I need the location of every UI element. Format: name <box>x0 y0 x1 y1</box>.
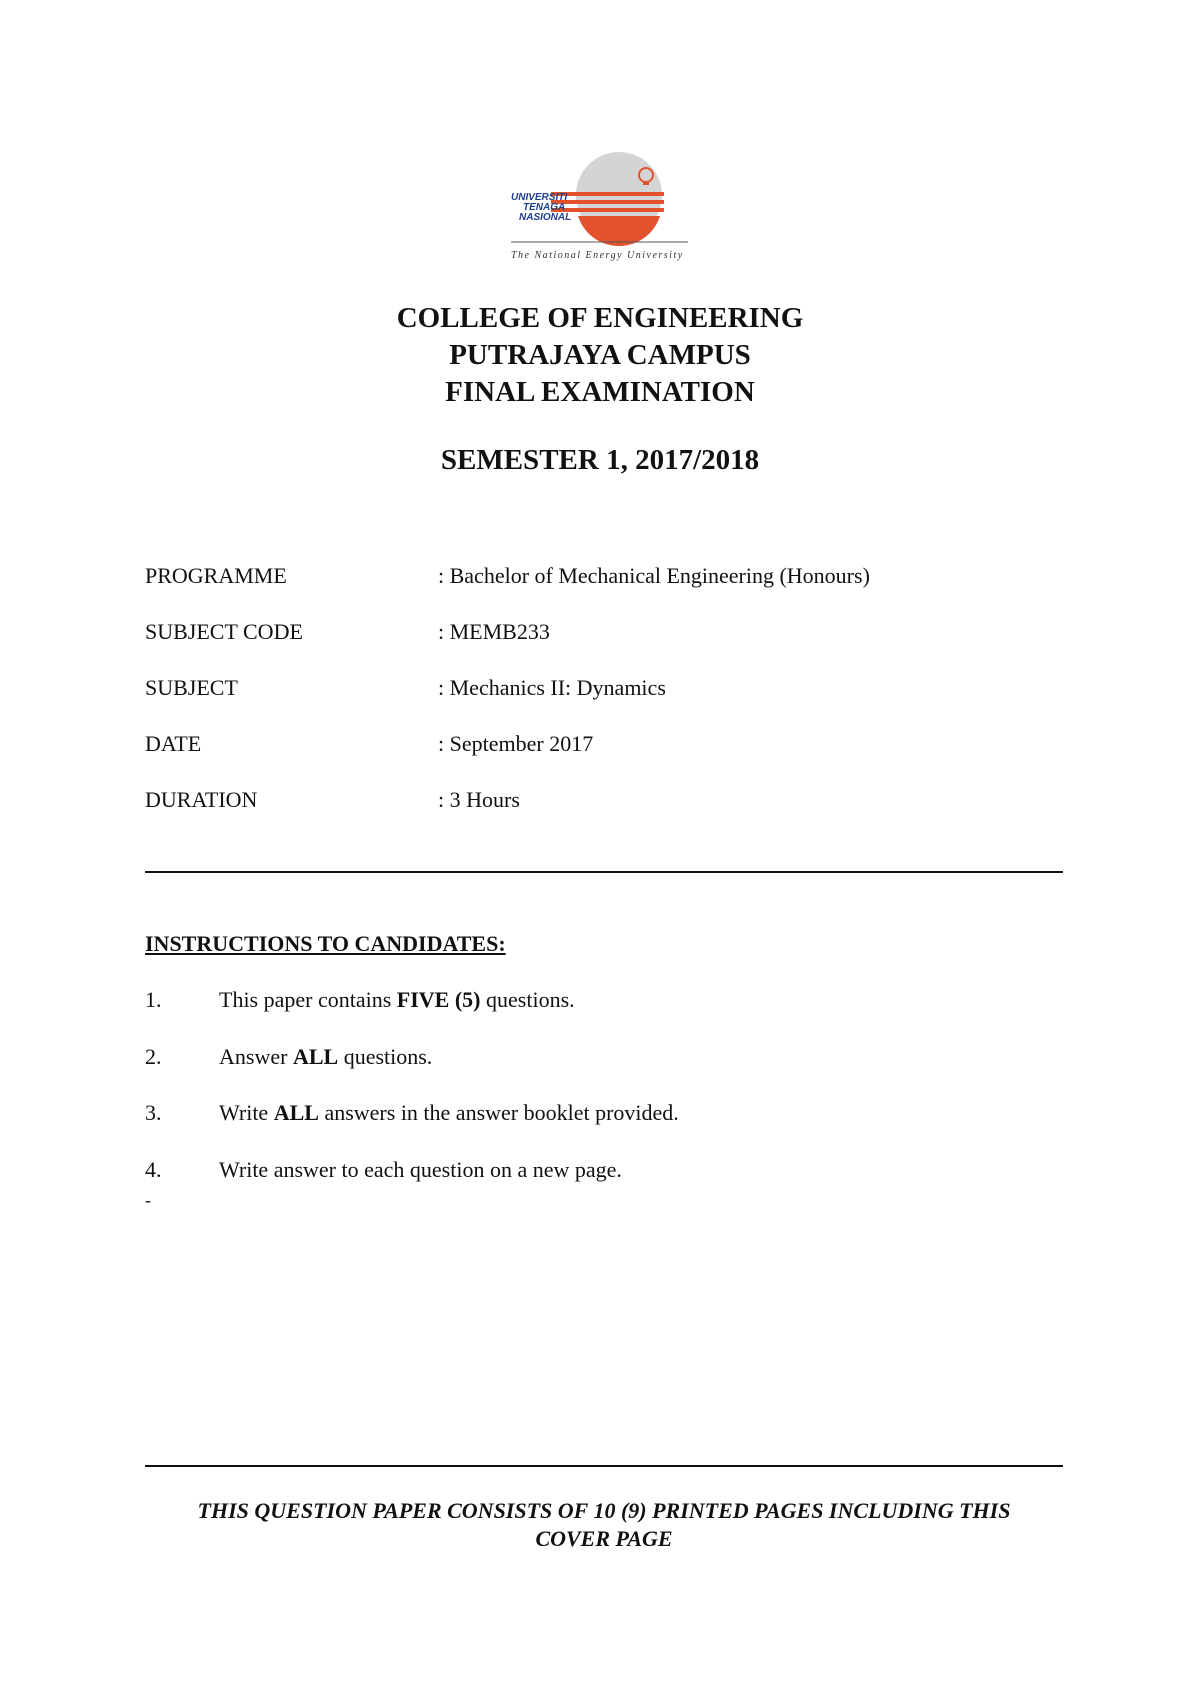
instruction-number: 1. <box>145 987 162 1012</box>
instruction-text <box>219 1156 622 1184</box>
info-value: : September 2017 <box>438 731 594 756</box>
instruction-item <box>145 1099 1065 1156</box>
instruction-text <box>219 1043 432 1071</box>
info-value: : 3 Hours <box>438 787 520 812</box>
exam-title: FINAL EXAMINATION <box>445 376 755 408</box>
title-block <box>0 300 1200 411</box>
info-value: : Bachelor of Mechanical Engineering (Honours) <box>438 563 870 588</box>
instruction-text-pre: Answer <box>219 1043 293 1069</box>
uniten-logo-graphic <box>505 148 695 263</box>
instruction-text-pre: This paper contains <box>219 987 397 1012</box>
info-label: PROGRAMME <box>145 563 287 588</box>
info-row-duration <box>145 786 1065 842</box>
logo-stripe <box>551 192 664 196</box>
divider <box>145 1465 1063 1467</box>
logo-tagline: The National Energy University <box>511 250 684 261</box>
page-count-note-line-2: COVER PAGE <box>535 1526 673 1551</box>
instruction-text-bold: ALL <box>292 1043 339 1069</box>
info-value: : Mechanics II: Dynamics <box>438 675 666 700</box>
instruction-text-bold: FIVE (5) <box>396 987 481 1012</box>
page-count-note-line-1: THIS QUESTION PAPER CONSISTS OF 10 (9) PRINTED PAGES INCLUDING THIS <box>197 1498 1011 1523</box>
instruction-number: 2. <box>145 1043 162 1069</box>
stray-dash: - <box>145 1190 151 1210</box>
info-row-subject-code <box>145 618 1065 674</box>
instruction-number: 4. <box>145 1156 162 1182</box>
instruction-item <box>145 986 1065 1043</box>
instruction-number: 3. <box>145 1100 162 1125</box>
info-label: SUBJECT CODE <box>145 619 303 644</box>
instructions-list <box>145 986 1065 1212</box>
logo-brand-line-2: TENAGA <box>523 202 566 213</box>
page-count-note <box>145 1497 1063 1553</box>
info-row-subject <box>145 674 1065 730</box>
instruction-text-post: questions. <box>338 1043 433 1069</box>
info-label: DATE <box>145 731 202 756</box>
info-row-programme <box>145 562 1065 618</box>
info-row-date <box>145 730 1065 786</box>
info-label: DURATION <box>145 787 258 812</box>
instruction-text-bold: ALL <box>273 1100 319 1125</box>
logo-stripe <box>551 200 664 204</box>
instruction-text-pre: Write answer to each question on a new page. <box>219 1156 622 1182</box>
logo-brand-line-1: UNIVERSITI <box>511 192 568 203</box>
instruction-text <box>219 986 575 1014</box>
instruction-item <box>145 1156 1065 1213</box>
info-label: SUBJECT <box>145 675 238 700</box>
info-value: : MEMB233 <box>438 619 550 644</box>
university-logo <box>505 148 695 263</box>
instruction-text <box>219 1099 679 1127</box>
campus-title: PUTRAJAYA CAMPUS <box>449 339 751 371</box>
exam-info-table <box>145 562 1065 842</box>
lamp-icon-base <box>643 181 649 185</box>
instruction-text-post: answers in the answer booklet provided. <box>318 1100 679 1125</box>
divider <box>145 871 1063 873</box>
instruction-item <box>145 1043 1065 1100</box>
college-title: COLLEGE OF ENGINEERING <box>396 302 804 334</box>
instruction-text-post: questions. <box>480 987 575 1012</box>
semester-title: SEMESTER 1, 2017/2018 <box>440 444 760 476</box>
instruction-text-pre: Write <box>219 1100 274 1125</box>
instructions-heading: INSTRUCTIONS TO CANDIDATES: <box>145 931 506 956</box>
logo-brand-line-3: NASIONAL <box>519 212 572 223</box>
